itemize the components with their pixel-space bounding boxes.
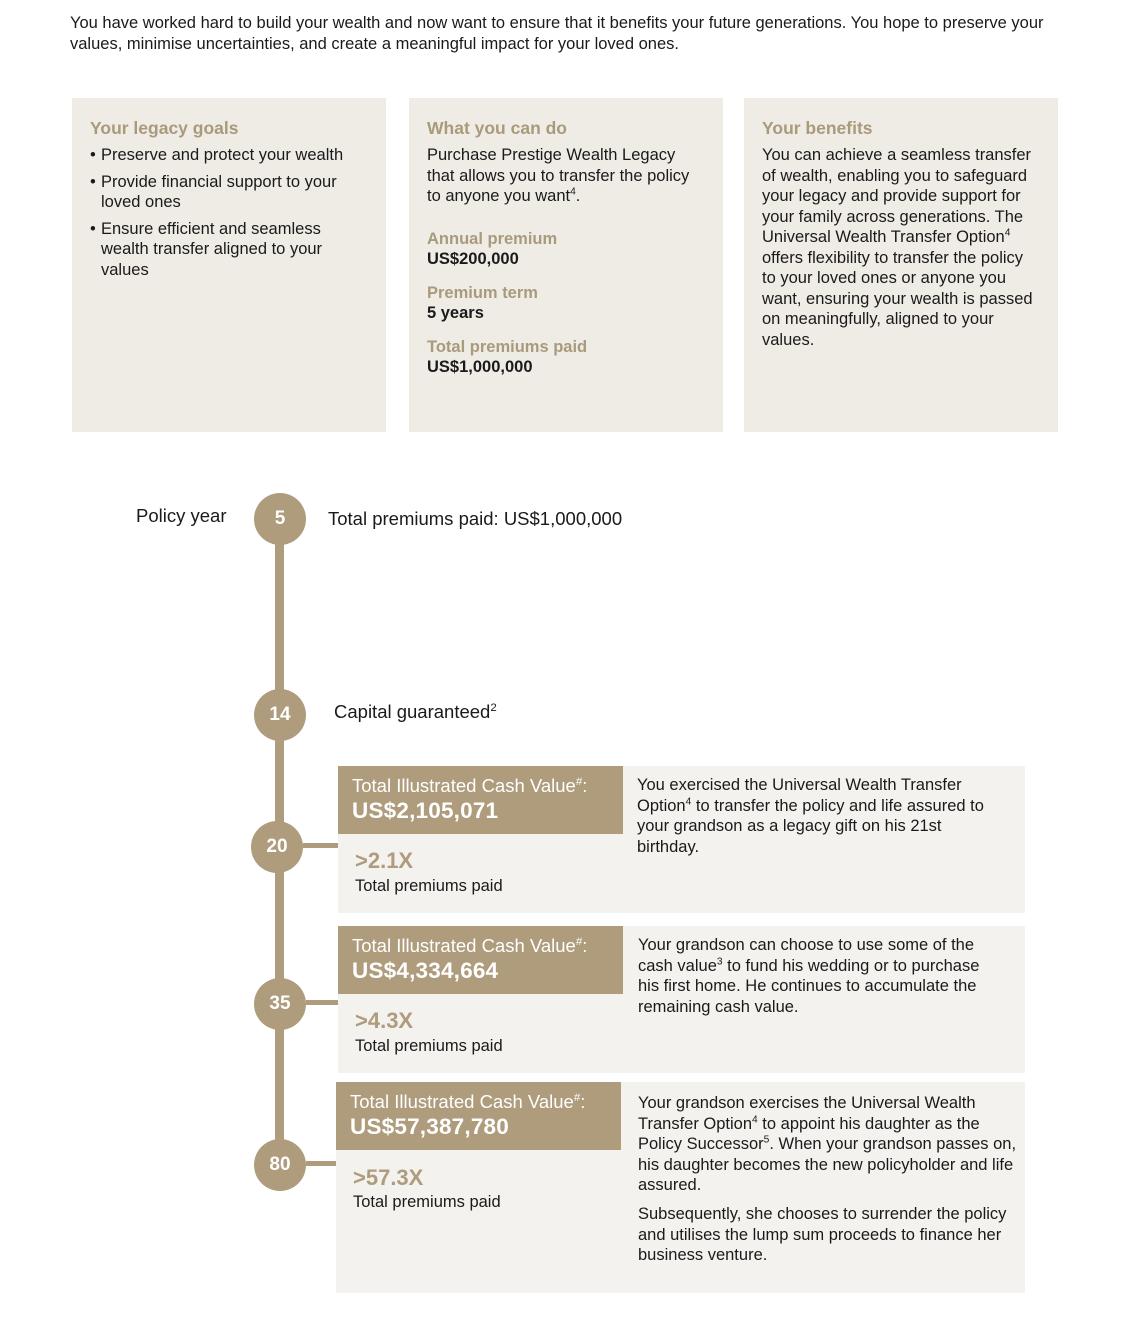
premium-multiple: >57.3X	[353, 1165, 424, 1190]
policy-year-label: Policy year	[136, 505, 227, 526]
benefits-card	[744, 98, 1058, 432]
cash-value-block-20	[338, 766, 1025, 913]
year-node-35: 35	[254, 978, 306, 1030]
cash-value-header	[336, 1082, 621, 1150]
cash-value-label: Total Illustrated Cash Value#:	[350, 1091, 586, 1112]
year-node-14: 14	[254, 689, 306, 741]
premium-multiple-caption: Total premiums paid	[353, 1193, 501, 1211]
cash-value-block-80	[336, 1082, 1025, 1293]
premium-multiple-caption: Total premiums paid	[355, 877, 503, 895]
intro-paragraph: You have worked hard to build your wealth and now want to ensure that it benefits your future generations. You hope to preserve your values, minimise uncertainties, and create a meaningful impact for your loved ones.	[70, 14, 1044, 53]
event-description-extra: Subsequently, she chooses to surrender the policy and utilises the lump sum proceeds to finance her business venture.	[638, 1205, 1007, 1264]
milestone-text-5: Total premiums paid: US$1,000,000	[328, 508, 623, 529]
list-item: • Ensure efficient and seamless wealth transfer aligned to your values	[90, 219, 368, 281]
year-node-80: 80	[254, 1139, 306, 1191]
footnote-marker: 4	[570, 186, 576, 198]
footnote-marker: 2	[490, 701, 497, 714]
what-you-can-do-card	[409, 98, 723, 432]
benefits-text: You can achieve a seamless transfer of wealth, enabling you to safeguard your legacy and provide support for your family across generations. The Universal Wealth Transfer Option$^4$ offers flexibility to transfer the policy to your loved ones or anyone you want, ensuring your wealth is passed on meaningfully, aligned to your values.	[762, 146, 1033, 349]
annual-premium-value: US$200,000	[427, 249, 519, 268]
legacy-goals-card	[72, 98, 386, 432]
timeline-connector	[303, 843, 338, 848]
what-you-can-do-title: What you can do	[427, 118, 567, 138]
cash-value-label: Total Illustrated Cash Value#:	[352, 775, 588, 796]
cash-value-block-35	[338, 926, 1025, 1073]
premium-term-value: 5 years	[427, 303, 484, 322]
milestone-text-14: Capital guaranteed$^2$	[334, 701, 497, 722]
cash-value-amount: US$2,105,071	[352, 798, 499, 823]
event-description: Your grandson exercises the Universal Wealth Transfer Option$^4$ to appoint his daughter as the Policy Successor$^5$. When your grandson passes on, his daughter becomes the new policyholder and life assured.	[638, 1094, 1017, 1194]
year-node-20: 20	[251, 821, 303, 873]
list-item: • Provide financial support to your loved ones	[90, 172, 368, 213]
legacy-goals-title: Your legacy goals	[90, 118, 239, 138]
list-item: • Preserve and protect your wealth	[90, 145, 368, 166]
cash-value-header	[338, 766, 623, 834]
cash-value-amount: US$4,334,664	[352, 958, 499, 983]
timeline-connector	[306, 1161, 336, 1166]
premium-term-label: Premium term	[427, 283, 538, 302]
cash-value-amount: US$57,387,780	[350, 1114, 509, 1139]
year-node-5: 5	[254, 493, 306, 545]
event-description: You exercised the Universal Wealth Transfer Option$^4$ to transfer the policy and life assured to your grandson as a legacy gift on his 21st birthday.	[637, 776, 984, 856]
cash-value-label: Total Illustrated Cash Value#:	[352, 935, 588, 956]
timeline-connector	[306, 1000, 338, 1005]
legacy-goals-list	[90, 145, 368, 280]
total-premiums-value: US$1,000,000	[427, 357, 533, 376]
premium-multiple: >4.3X	[355, 1008, 414, 1033]
benefits-title: Your benefits	[762, 118, 873, 138]
annual-premium-label: Annual premium	[427, 229, 558, 248]
event-description: Your grandson can choose to use some of the cash value$^3$ to fund his wedding or to purchase his first home. He continues to accumulate the remaining cash value.	[638, 936, 980, 1016]
cash-value-header	[338, 926, 623, 994]
what-you-can-do-text: Purchase Prestige Wealth Legacy that allows you to transfer the policy to anyone you want$^4$.	[427, 146, 690, 205]
premium-multiple-caption: Total premiums paid	[355, 1037, 503, 1055]
footnote-marker: 4	[1004, 227, 1011, 239]
premium-multiple: >2.1X	[355, 848, 414, 873]
total-premiums-label: Total premiums paid	[427, 337, 588, 356]
